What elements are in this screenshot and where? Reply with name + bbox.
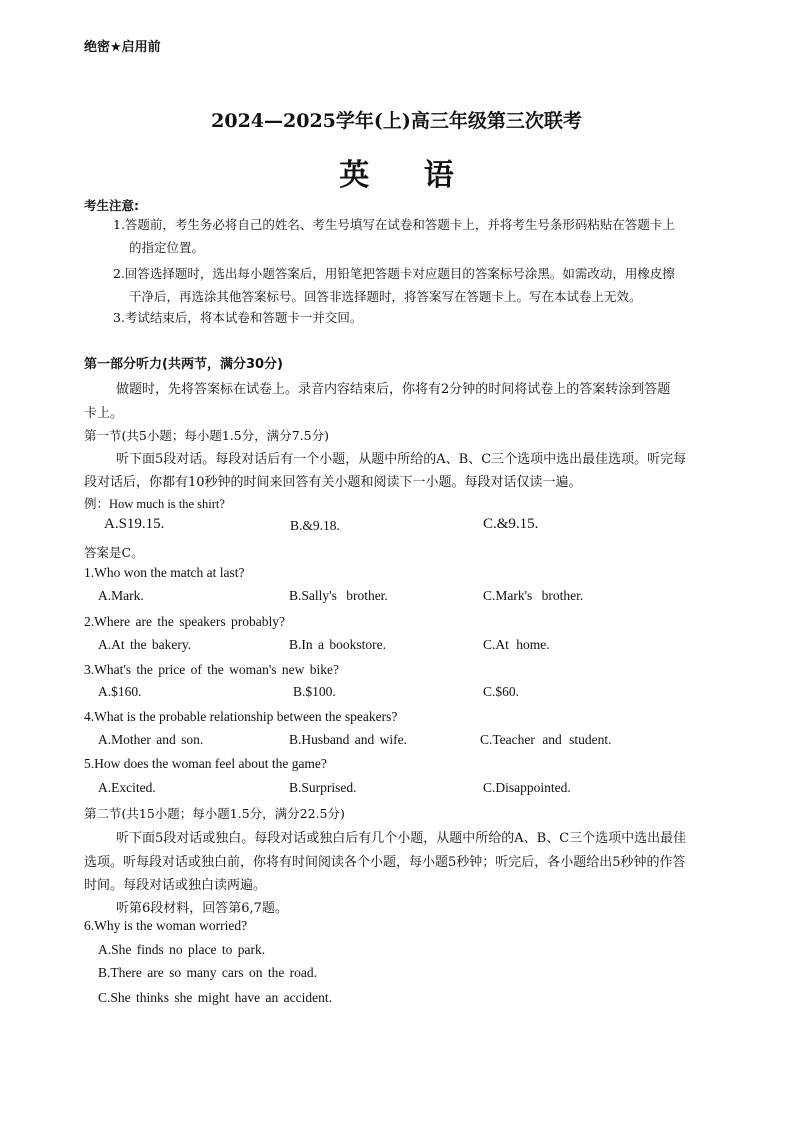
notice-item-2: 2.回答选择题时，选出每小题答案后，用铅笔把答题卡对应题目的答案标号涂黑。如需改动，用橡皮擦 bbox=[113, 266, 675, 281]
example-question: 例：How much is the shirt? bbox=[84, 497, 225, 511]
question-5-option-b: B.Surprised. bbox=[289, 780, 357, 795]
question-2-option-b: B.In a bookstore. bbox=[289, 637, 386, 652]
part1-heading: 第一部分听力(共两节，满分30分) bbox=[84, 357, 283, 372]
question-4-option-c: C.Teacher and student. bbox=[480, 732, 612, 747]
question-4: 4.What is the probable relationship between the speakers? bbox=[84, 709, 398, 724]
example-option-b: B.&9.18. bbox=[290, 518, 340, 533]
question-2-option-a: A.At the bakery. bbox=[98, 637, 192, 652]
notice-item-2-cont: 干净后，再选涂其他答案标号。回答非选择题时，将答案写在答题卡上。写在本试卷上无效。 bbox=[129, 289, 642, 304]
question-5-option-c: C.Disappointed. bbox=[483, 780, 571, 795]
question-1-option-a: A.Mark. bbox=[98, 588, 144, 603]
question-1-option-c: C.Mark's brother. bbox=[483, 588, 584, 603]
notice-item-1-cont: 的指定位置。 bbox=[129, 240, 205, 255]
question-6-option-b: B.There are so many cars on the road. bbox=[98, 965, 318, 980]
example-answer: 答案是C。 bbox=[84, 545, 144, 560]
subject-title: 英 语 bbox=[339, 158, 476, 193]
question-5-option-a: A.Excited. bbox=[98, 780, 156, 795]
material-note: 听第6段材料，回答第6,7题。 bbox=[116, 901, 288, 916]
question-6-option-c: C.She thinks she might have an accident. bbox=[98, 990, 332, 1005]
question-4-option-b: B.Husband and wife. bbox=[289, 732, 407, 747]
part1-intro: 做题时，先将答案标在试卷上。录音内容结束后，你将有2分钟的时间将试卷上的答案转涂到答题 bbox=[116, 382, 671, 397]
notice-item-1: 1.答题前，考生务必将自己的姓名、考生号填写在试卷和答题卡上，并将考生号条形码粘贴在答题卡上 bbox=[113, 217, 675, 232]
question-1: 1.Who won the match at last? bbox=[84, 565, 245, 580]
notice-item-3: 3.考试结束后，将本试卷和答题卡一并交回。 bbox=[113, 310, 363, 325]
part1-intro-cont: 卡上。 bbox=[84, 406, 124, 421]
question-3-option-c: C.$60. bbox=[483, 684, 520, 699]
example-option-a: A.S19.15. bbox=[104, 516, 165, 532]
question-3: 3.What's the price of the woman's new bike? bbox=[84, 662, 340, 677]
section1-heading: 第一节(共5小题；每小题1.5分，满分7.5分) bbox=[84, 428, 329, 443]
section2-instructions: 听下面5段对话或独白。每段对话或独白后有几个小题，从题中所给的A、B、C三个选项中选出最佳 bbox=[116, 831, 687, 846]
confidential-label: 绝密★启用前 bbox=[84, 40, 161, 55]
notice-heading: 考生注意: bbox=[84, 198, 139, 213]
section1-instructions-cont: 段对话后，你都有10秒钟的时间来回答有关小题和阅读下一小题。每段对话仅读一遍。 bbox=[84, 475, 582, 490]
question-2-option-c: C.At home. bbox=[483, 637, 550, 652]
section2-instructions-cont: 选项。听每段对话或独白前，你将有时间阅读各个小题，每小题5秒钟；听完后，各小题给出5秒钟的作答 bbox=[84, 855, 686, 870]
question-4-option-a: A.Mother and son. bbox=[98, 732, 204, 747]
section1-instructions: 听下面5段对话。每段对话后有一个小题，从题中所给的A、B、C三个选项中选出最佳选项。听完每 bbox=[116, 452, 687, 467]
question-2: 2.Where are the speakers probably? bbox=[84, 614, 286, 629]
question-6: 6.Why is the woman worried? bbox=[84, 918, 248, 933]
example-option-c: C.&9.15. bbox=[483, 516, 539, 532]
section2-instructions-cont2: 时间。每段对话或独白读两遍。 bbox=[84, 878, 267, 893]
exam-title: 2024—2025学年(上)高三年级第三次联考 bbox=[211, 110, 582, 132]
question-6-option-a: A.She finds no place to park. bbox=[98, 942, 266, 957]
question-3-option-a: A.$160. bbox=[98, 684, 142, 699]
section2-heading: 第二节(共15小题；每小题1.5分，满分22.5分) bbox=[84, 806, 345, 821]
question-5: 5.How does the woman feel about the game? bbox=[84, 756, 327, 771]
question-3-option-b: B.$100. bbox=[293, 684, 336, 699]
question-1-option-b: B.Sally's brother. bbox=[289, 588, 388, 603]
